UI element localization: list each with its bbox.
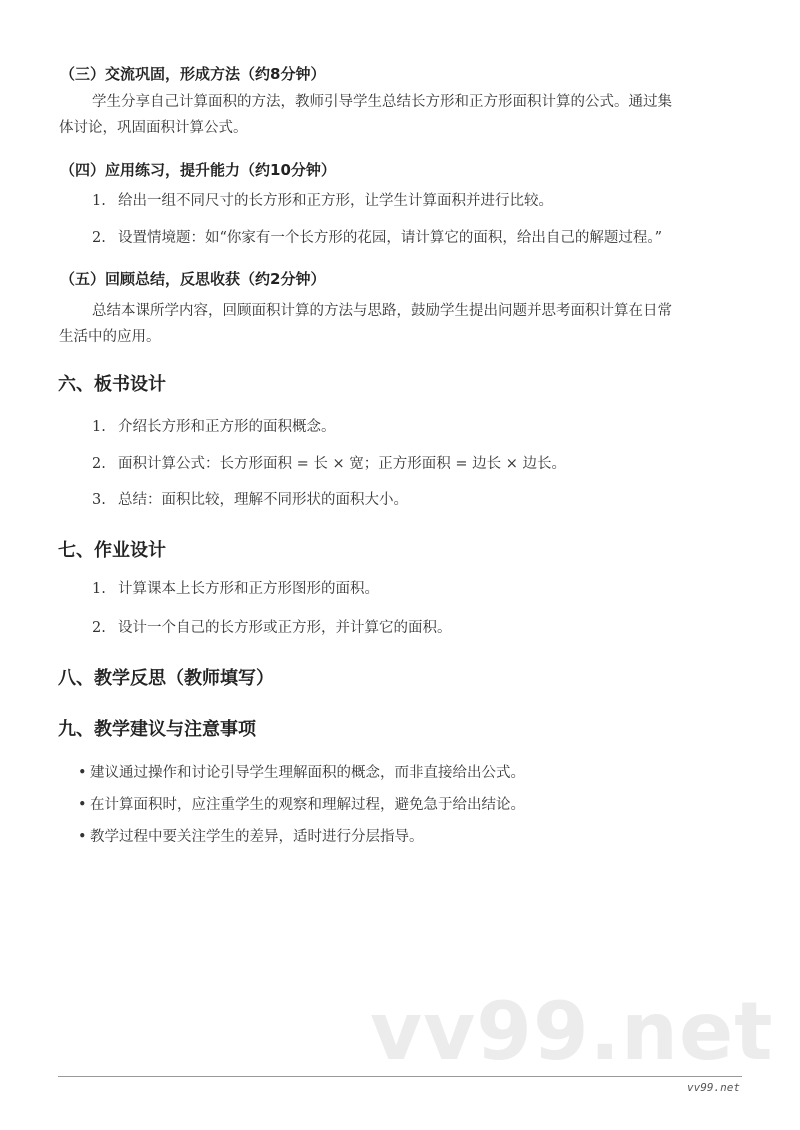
list-item — [92, 490, 408, 510]
bullet-item — [78, 827, 424, 847]
bullet-item — [78, 795, 525, 815]
bullet-text: 建议通过操作和讨论引导学生理解面积的概念，而非直接给出公式。 — [90, 765, 525, 781]
item-text: 总结：面积比较，理解不同形状的面积大小。 — [118, 492, 408, 508]
bullet-text: 教学过程中要关注学生的差异，适时进行分层指导。 — [90, 829, 424, 845]
item-number: 1. — [92, 419, 106, 435]
chapter-heading: 八、教学反思（教师填写） — [58, 668, 274, 689]
item-number: 2. — [92, 230, 106, 246]
item-number: 2. — [92, 620, 106, 636]
bullet-item — [78, 763, 525, 783]
chapter-heading: 六、板书设计 — [58, 374, 166, 395]
section-heading: （四）应用练习，提升能力（约10分钟） — [60, 161, 336, 179]
paragraph-line: 学生分享自己计算面积的方法，教师引导学生总结长方形和正方形面积计算的公式。通过集 — [92, 94, 672, 110]
item-number: 1. — [92, 581, 106, 597]
paragraph-line: 体讨论，巩固面积计算公式。 — [59, 120, 248, 136]
footer-divider — [58, 1076, 742, 1077]
watermark: vv99.net — [370, 985, 774, 1078]
chapter-heading: 七、作业设计 — [58, 540, 166, 561]
list-item — [92, 417, 336, 437]
item-text: 设置情境题：如“你家有一个长方形的花园，请计算它的面积，给出自己的解题过程。” — [118, 230, 663, 246]
paragraph-line: 总结本课所学内容，回顾面积计算的方法与思路，鼓励学生提出问题并思考面积计算在日常 — [92, 303, 672, 319]
chapter-heading: 九、教学建议与注意事项 — [58, 719, 256, 740]
list-item — [92, 191, 553, 211]
item-number: 1. — [92, 193, 106, 209]
list-item — [92, 228, 662, 248]
item-text: 面积计算公式：长方形面积 = 长 × 宽；正方形面积 = 边长 × 边长。 — [118, 456, 566, 472]
list-item — [92, 454, 566, 474]
item-number: 3. — [92, 492, 106, 508]
paragraph-line: 生活中的应用。 — [59, 329, 161, 345]
bullet-icon: • — [78, 829, 87, 845]
item-text: 设计一个自己的长方形或正方形，并计算它的面积。 — [118, 620, 452, 636]
bullet-icon: • — [78, 797, 87, 813]
footer-text: vv99.net — [687, 1081, 740, 1094]
section-heading: （三）交流巩固，形成方法（约8分钟） — [60, 65, 326, 83]
list-item — [92, 618, 452, 638]
bullet-icon: • — [78, 765, 87, 781]
item-text: 给出一组不同尺寸的长方形和正方形，让学生计算面积并进行比较。 — [118, 193, 553, 209]
list-item — [92, 579, 379, 599]
item-number: 2. — [92, 456, 106, 472]
bullet-text: 在计算面积时，应注重学生的观察和理解过程，避免急于给出结论。 — [90, 797, 525, 813]
section-heading: （五）回顾总结，反思收获（约2分钟） — [60, 270, 326, 288]
item-text: 介绍长方形和正方形的面积概念。 — [118, 419, 336, 435]
item-text: 计算课本上长方形和正方形图形的面积。 — [118, 581, 379, 597]
